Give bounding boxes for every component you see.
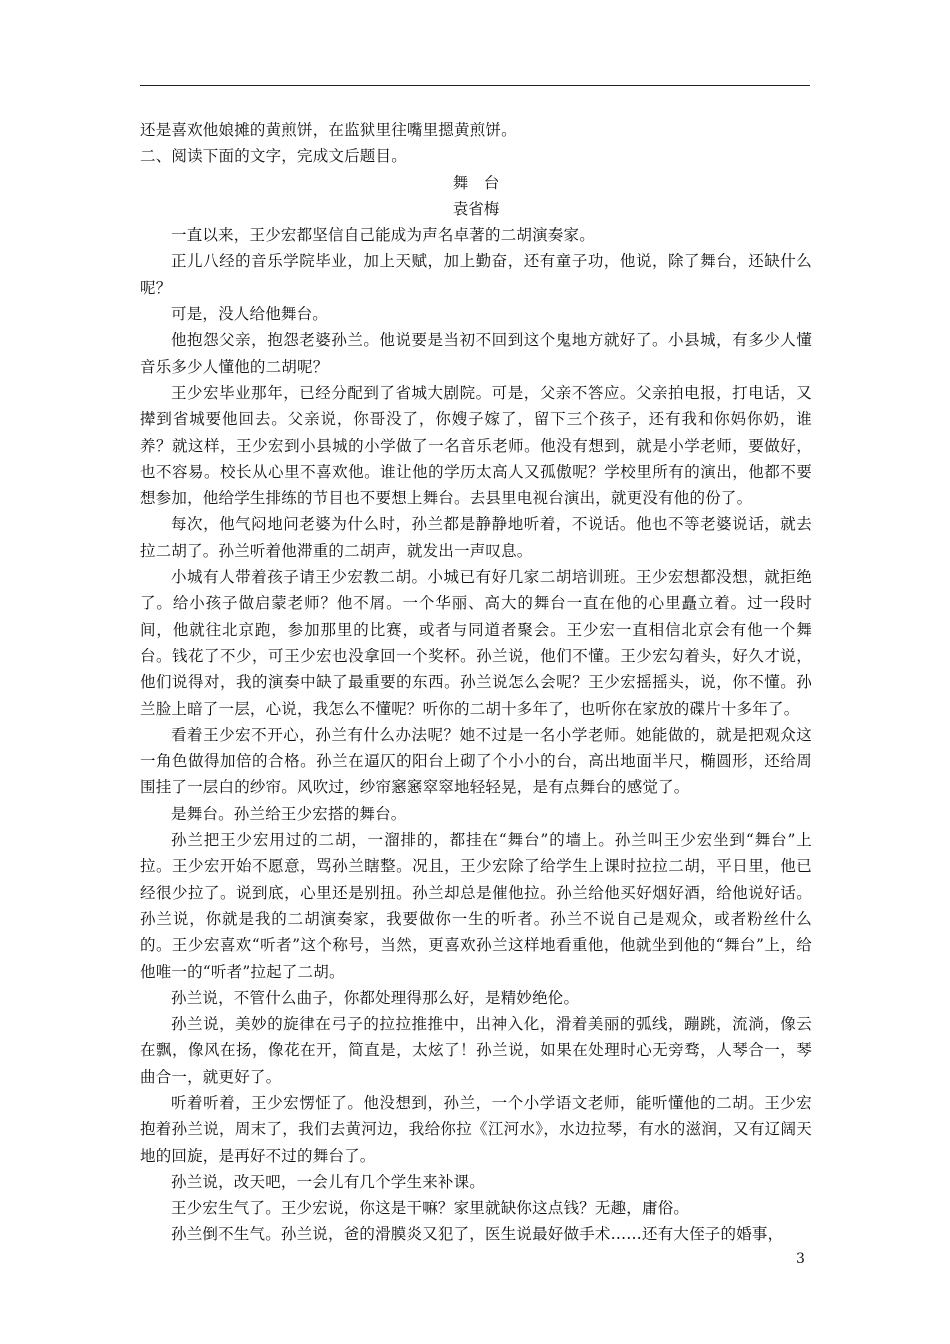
paragraph: 一直以来，王少宏都坚信自己能成为声名卓著的二胡演奏家。 xyxy=(171,226,595,245)
paragraph: 孙兰倒不生气。孙兰说，爸的滑膜炎又犯了，医生说最好做手术……还有大侄子的婚事， xyxy=(171,1225,784,1244)
article-author: 袁省梅 xyxy=(452,199,500,218)
paragraph: 小城有人带着孩子请王少宏教二胡。小城已有好几家二胡培训班。王少宏想都没想，就拒绝了。给小孩子做启蒙老师？他不屑。一个华丽、高大的舞台一直在他的心里矗立着。过一段时间，他就往北京跑，参加那里的比赛，或者与同道者聚会。王少宏一直相信北京会有他一个舞台。钱花了不少，可王少宏也没拿回一个奖杯。孙兰说，他们不懂。王少宏勾着头，好久才说，他们说得对，我的演奏中缺了最重要的东西。孙兰说怎么会呢？王少宏摇摇头，说，你不懂。孙兰脸上暗了一层，心说，我怎么不懂呢？听你的二胡十多年了，也听你在家放的碟片十多年了。 xyxy=(140,568,812,718)
paragraph: 孙兰说，不管什么曲子，你都处理得那么好，是精妙绝伦。 xyxy=(171,988,580,1007)
paragraph: 孙兰说，美妙的旋律在弓子的拉拉推推中，出神入化，滑着美丽的弧线，蹦跳，流淌，像云在飘，像风在扬，像花在开，简直是，太炫了！孙兰说，如果在处理时心无旁骛，人琴合一，琴曲合一，就更好了。 xyxy=(140,1015,812,1086)
paragraph: 听着听着，王少宏愣怔了。他没想到，孙兰，一个小学语文老师，能听懂他的二胡。王少宏抱着孙兰说，周末了，我们去黄河边，我给你拉《江河水》，水边拉琴，有水的滋润，又有辽阔天地的回旋，是再好不过的舞台了。 xyxy=(140,1093,812,1165)
continuation-line: 还是喜欢他娘摊的黄煎饼，在监狱里往嘴里摁黄煎饼。 xyxy=(140,121,517,139)
section-heading: 二、阅读下面的文字，完成文后题目。 xyxy=(140,147,407,166)
paragraph: 可是，没人给他舞台。 xyxy=(171,305,329,324)
document-body xyxy=(140,117,812,1248)
paragraph: 孙兰把王少宏用过的二胡，一溜排的，都挂在“舞台”的墙上。孙兰叫王少宏坐到“舞台”上拉。王少宏开始不愿意，骂孙兰瞎整。况且，王少宏除了给学生上课时拉拉二胡，平日里，他已经很少拉了。说到底，心里还是别扭。孙兰却总是催他拉。孙兰给他买好烟好酒，给他说好话。孙兰说，你就是我的二胡演奏家，我要做你一生的听者。孙兰不说自己是观众，或者粉丝什么的。王少宏喜欢“听者”这个称号，当然，更喜欢孙兰这样地看重他，他就坐到他的“舞台”上，给他唯一的“听者”拉起了二胡。 xyxy=(140,831,812,981)
paragraph: 正儿八经的音乐学院毕业，加上天赋，加上勤奋，还有童子功，他说，除了舞台，还缺什么呢？ xyxy=(140,252,812,297)
paragraph: 看着王少宏不开心，孙兰有什么办法呢？她不过是一名小学老师。她能做的，就是把观众这一角色做得加倍的合格。孙兰在逼仄的阳台上砌了个小小的台，高出地面半尺，椭圆形，还给周围挂了一层白的纱帘。风吹过，纱帘窸窸窣窣地轻轻晃，是有点舞台的感觉了。 xyxy=(140,725,812,797)
paragraph: 王少宏毕业那年，已经分配到了省城大剧院。可是，父亲不答应。父亲拍电报，打电话，又撵到省城要他回去。父亲说，你哥没了，你嫂子嫁了，留下三个孩子，还有我和你妈你奶，谁养？就这样，王少宏到小县城的小学做了一名音乐老师。他没有想到，就是小学老师，要做好，也不容易。校长从心里不喜欢他。谁让他的学历太高人又孤傲呢？学校里所有的演出，他都不要想参加，他给学生排练的节目也不要想上舞台。去县里电视台演出，就更没有他的份了。 xyxy=(140,383,812,508)
paragraph: 每次，他气闷地问老婆为什么时，孙兰都是静静地听着，不说话。他也不等老婆说话，就去拉二胡了。孙兰听着他滞重的二胡声，就发出一声叹息。 xyxy=(140,515,812,560)
paragraph: 王少宏生气了。王少宏说，你这是干嘛？家里就缺你这点钱？无趣，庸俗。 xyxy=(171,1199,690,1218)
paragraph: 孙兰说，改天吧，一会儿有几个学生来补课。 xyxy=(171,1172,486,1191)
paragraph: 他抱怨父亲，抱怨老婆孙兰。他说要是当初不回到这个鬼地方就好了。小县城，有多少人懂音乐多少人懂他的二胡呢？ xyxy=(140,331,812,376)
page-number: 3 xyxy=(796,1251,805,1267)
paragraph: 是舞台。孙兰给王少宏搭的舞台。 xyxy=(171,804,407,823)
article-title: 舞 台 xyxy=(452,173,500,192)
header-rule xyxy=(140,85,810,86)
